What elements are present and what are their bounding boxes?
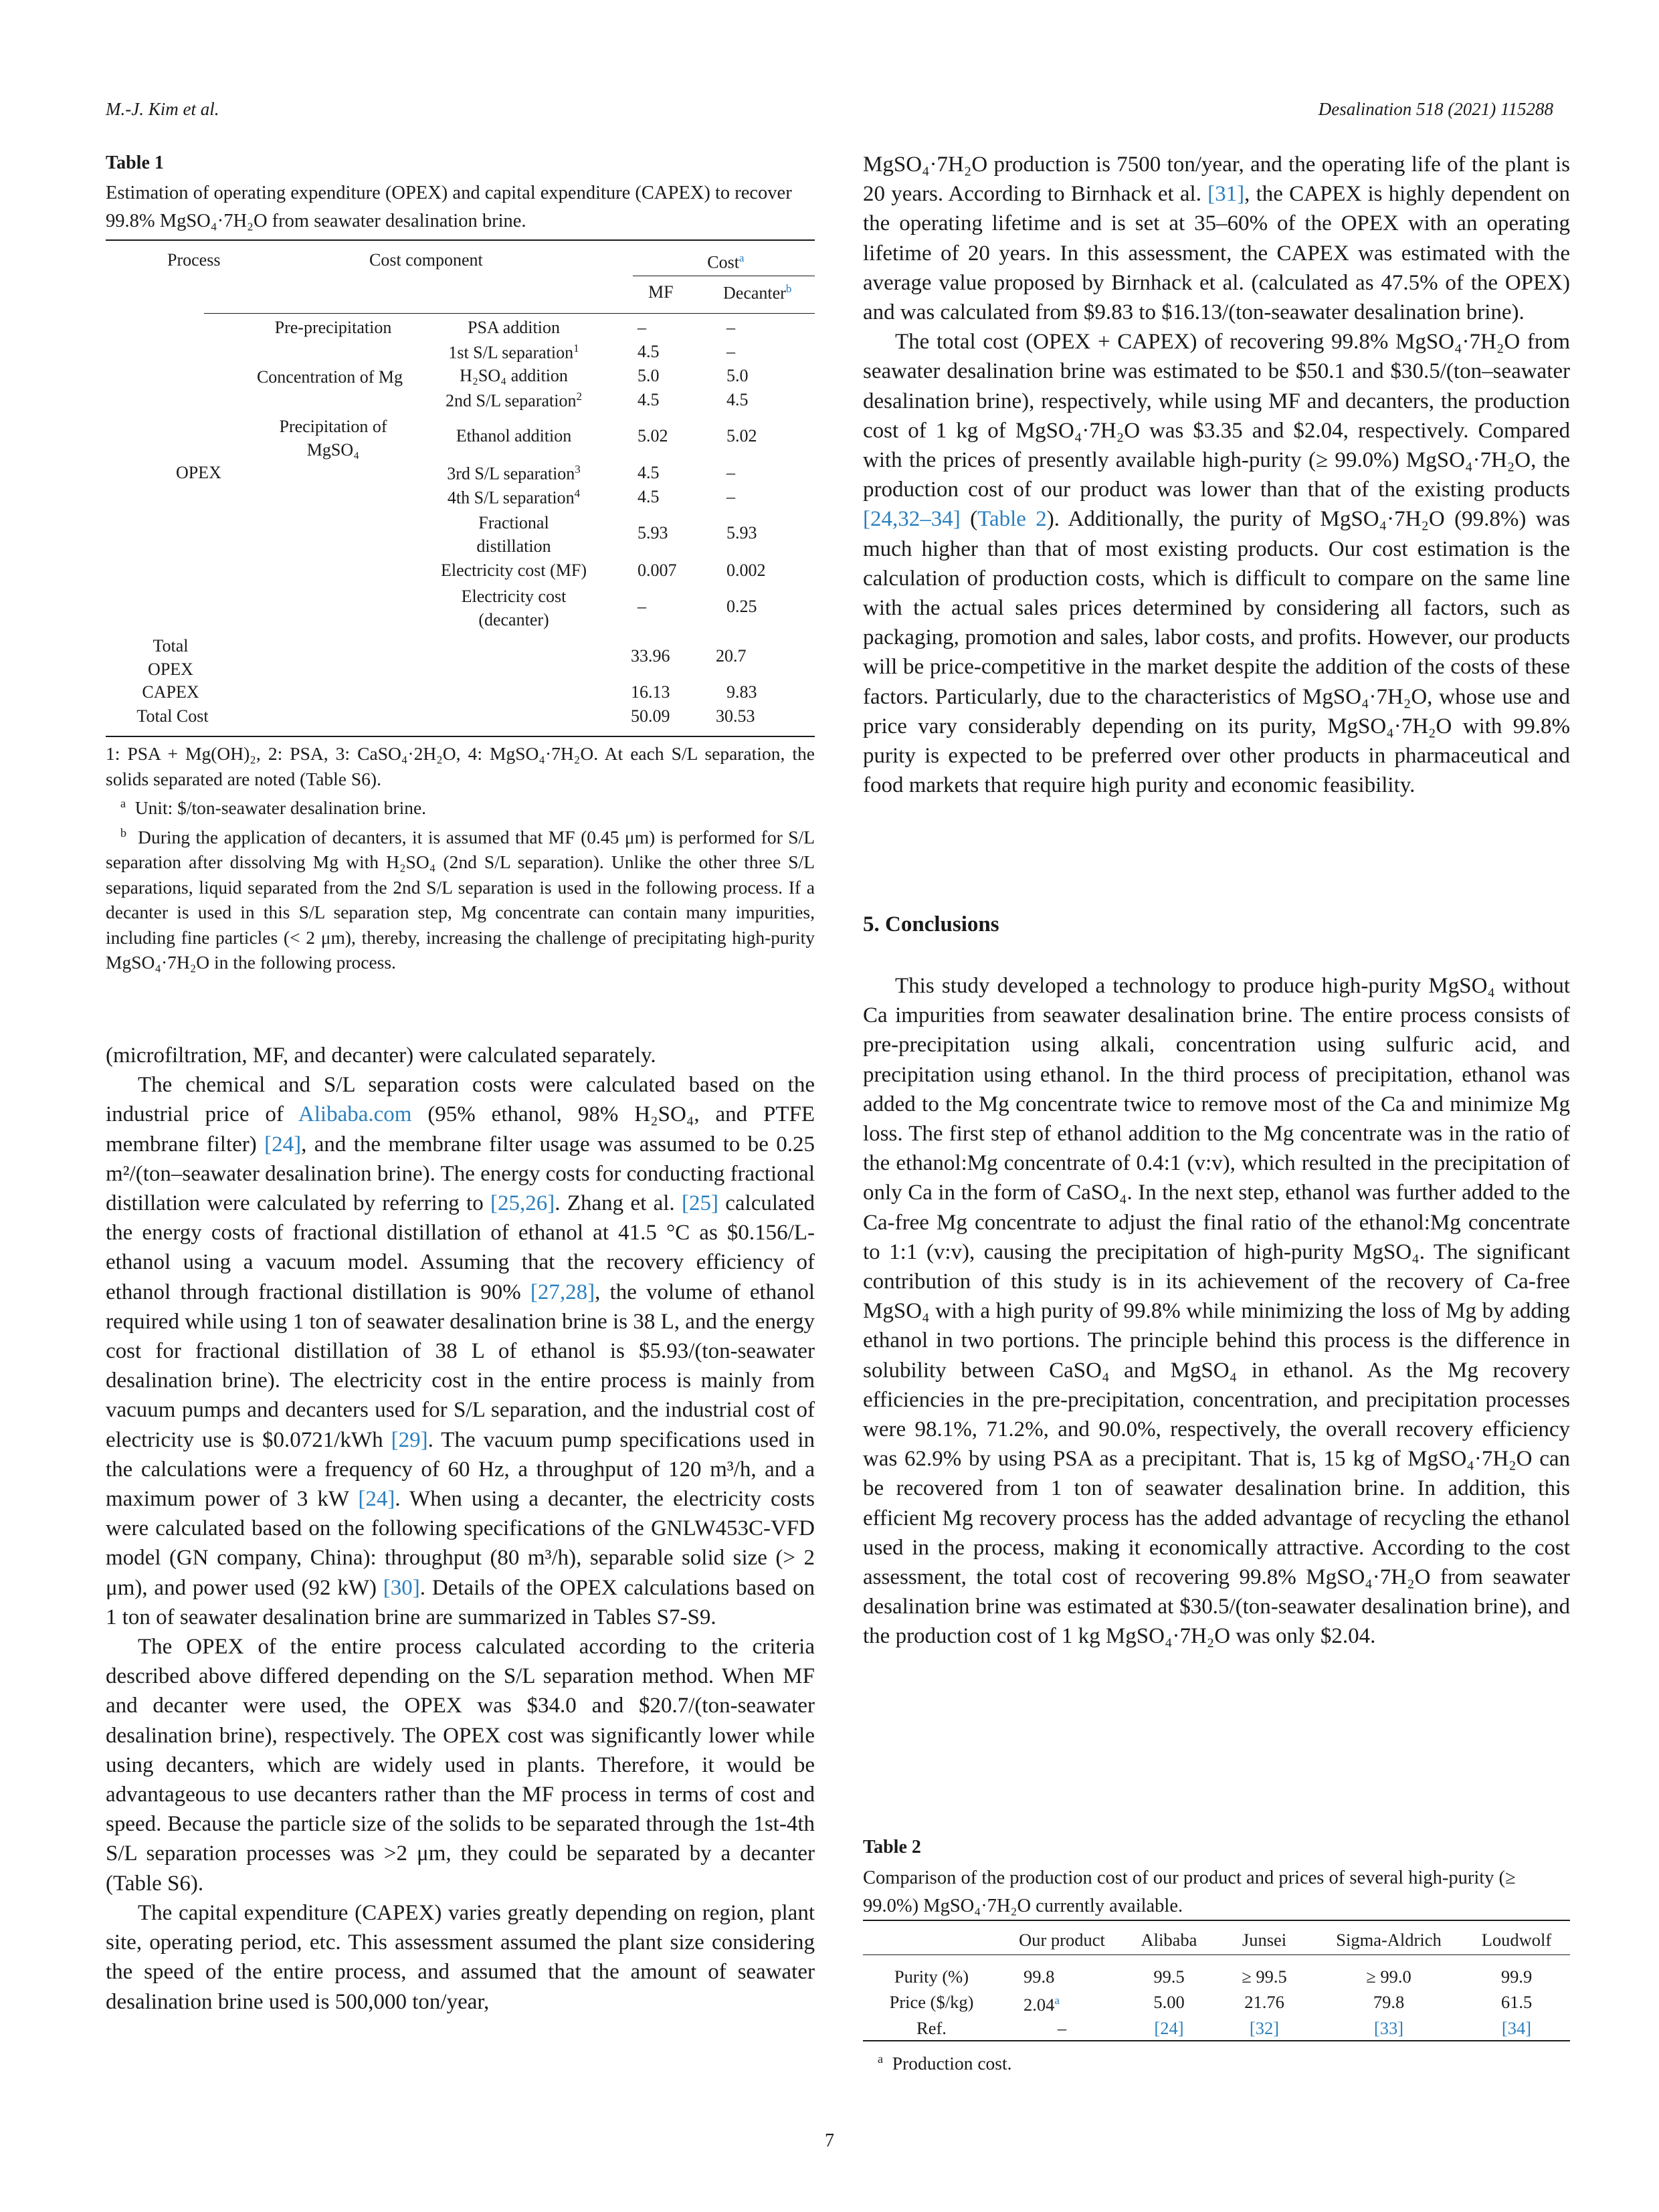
t1-total-label: CAPEX [142, 682, 199, 702]
t1-total-decanter: 30.53 [716, 706, 755, 726]
ref-link[interactable]: [25,26] [490, 1191, 555, 1216]
t1-row-decanter: 0.25 [726, 597, 757, 616]
t1-col-mf: MF [648, 282, 674, 302]
alibaba-link[interactable]: Alibaba.com [298, 1102, 412, 1127]
t1-opex-label: OPEX [176, 463, 221, 482]
table2-top-rule [863, 1920, 1570, 1921]
t1-row-mf: 5.02 [638, 426, 668, 445]
table1-header-rule [204, 313, 815, 314]
left-body [106, 1041, 815, 2017]
t1-row-decanter: – [726, 487, 735, 506]
t1-footnote-b: $^b$ During the application of decanters, it is assumed that MF (0.45 μm) is performed for S/L separation after dissolving Mg with H₂SO₄ (2nd S/L separation). Unlike the other three S/L separations, liquid separated from the 2nd S/L separation is used in the following process. If a decanter is used in this S/L separation step, Mg concentrate can contain many impurities, including fine particles (< 2 μm), thereby, increasing the challenge of precipitating high-purity MgSO₄·7H₂O in the following process. [106, 825, 815, 973]
t1-row-component: H₂SO₄ addition [460, 366, 568, 385]
left-para-0: (microfiltration, MF, and decanter) were calculated separately. [106, 1043, 656, 1068]
t1-row-mf: – [638, 597, 646, 616]
t1-col-cost-component: Cost component [369, 250, 483, 270]
t2-col: Sigma-Aldrich [1336, 1929, 1442, 1950]
t1-row-decanter: – [726, 463, 735, 482]
t1-row-component: 2nd S/L separation$^2$ [446, 390, 582, 411]
t2-ref-link[interactable]: [32] [1249, 2017, 1280, 2038]
t1-total-decanter: 9.83 [726, 682, 757, 702]
t2-cell: – [1057, 2017, 1067, 2038]
t2-col: Our product [1019, 1929, 1105, 1950]
t2-cell: 79.8 [1373, 1992, 1405, 2013]
table2 [863, 1924, 1570, 2040]
t1-col-cost: Cost$^a$ [707, 251, 745, 272]
t1-row-mf: 0.007 [638, 561, 677, 580]
t2-cell: ≥ 99.0 [1366, 1967, 1411, 1987]
t1-row-decanter: – [726, 318, 735, 337]
t1-total-mf: 50.09 [631, 706, 670, 726]
t1-row-mf: – [638, 318, 646, 337]
t1-row-mf: 4.5 [638, 390, 660, 409]
ref-link[interactable]: [24] [264, 1132, 302, 1157]
ref-link[interactable]: [29] [391, 1427, 428, 1452]
table1 [106, 243, 815, 277]
conclusion-body [863, 971, 1570, 1651]
table2-header-row [863, 1924, 1570, 1956]
table2-bottom-rule [863, 2040, 1570, 2041]
t2-cell: 99.9 [1500, 1967, 1533, 1987]
t1-col-decanter: Decanter$^b$ [723, 282, 792, 303]
t2-cell: 99.5 [1153, 1967, 1185, 1987]
t2-ref-link[interactable]: [33] [1373, 2017, 1404, 2038]
t2-row-label: Ref. [916, 2017, 947, 2038]
t1-row-component: 1st S/L separation$^1$ [448, 342, 579, 363]
right-body [863, 150, 1570, 800]
ref-link[interactable]: [24] [358, 1487, 395, 1512]
t2-cell: 2.04$^a$ [1023, 1994, 1060, 2015]
ref-link[interactable]: [25] [681, 1191, 718, 1216]
ref-link[interactable]: [31] [1207, 182, 1245, 207]
t1-row-mf: 4.5 [638, 487, 660, 506]
table2-label: Table 2 [863, 1837, 921, 1857]
t1-col-process: Process [167, 250, 221, 270]
ref-link[interactable]: [24,32–34] [863, 507, 961, 532]
table2-caption: Comparison of the production cost of our product and prices of several high-purity (≥ 99.0%) MgSO₄·7H₂O currently available. [863, 1868, 1516, 1916]
t1-row-component: Electricity cost (MF) [440, 561, 587, 580]
t1-row-decanter: 0.002 [726, 561, 766, 580]
t1-row-decanter: 5.93 [726, 523, 757, 542]
t1-row-component: Electricity cost (decanter) [461, 587, 567, 629]
left-para-2: The OPEX of the entire process calculated according to the criteria described above differed depending on the S/L separation method. When MF and decanter were used, the OPEX was $34.0 and $20.7/(ton-seawater desalination brine), respectively. The OPEX cost was significantly lower while using decanters, which are widely used in plants. Therefore, it would be advantageous to use decanters rather than the MF process in terms of cost and speed. Because the particle size of the solids to be separated through the 1st-4th S/L separation processes was >2 μm, they could be separated by a decanter (Table S6). [106, 1635, 815, 1896]
t1-row-decanter: – [726, 342, 735, 361]
table1-footnotes [106, 741, 815, 975]
right-para-1: MgSO₄·7H₂O production is 7500 ton/year, and the operating life of the plant is 20 years. According to Birnhack et al. [31], the CAPEX is highly dependent on the operating lifetime and is set at 35–60% of the OPEX with an operating lifetime of 20 years. In this assessment, the CAPEX was estimated with the average value proposed by Birnhack et al. (calculated as 47.5% of the OPEX) and was calculated from $9.83 to $16.13/(ton-seawater desalination brine). [863, 153, 1570, 325]
table2-header-rule [863, 1954, 1570, 1955]
t2-cell: ≥ 99.5 [1242, 1967, 1287, 1987]
table2-row [863, 2017, 1570, 2040]
t2-cell: 21.76 [1244, 1992, 1284, 2013]
t2-cell: 99.8 [1023, 1967, 1055, 1987]
t1-row-decanter: 5.0 [726, 366, 749, 385]
running-header-authors: M.-J. Kim et al. [106, 99, 219, 119]
t1-total-label: Total Cost [136, 706, 209, 726]
t1-row-component: PSA addition [468, 318, 560, 337]
t1-row-mf: 4.5 [638, 342, 660, 361]
table2-row [863, 1965, 1570, 1989]
ref-link[interactable]: [27,28] [530, 1280, 595, 1304]
t2-row-label: Price ($/kg) [889, 1992, 974, 2013]
t2-ref-link[interactable]: [34] [1501, 2017, 1532, 2038]
t2-row-label: Purity (%) [894, 1967, 969, 1987]
left-para-1: The chemical and S/L separation costs were calculated based on the industrial price of Alibaba.com (95% ethanol, 98% H₂SO₄, and PTFE membrane filter) [24], and the membrane filter usage was assumed to be 0.25 m²/(ton–seawater desalination brine). The energy costs for conducting fractional distillation were calculated by referring to [25,26]. Zhang et al. [25] calculated the energy costs of fractional distillation of ethanol at 41.5 °C as $0.156/L-ethanol using a vacuum model. Assuming that the recovery efficiency of ethanol through fractional distillation is 90% [27,28], the volume of ethanol required while using 1 ton of seawater desalination brine is 38 L, and the energy cost for fractional distillation of 38 L of ethanol is $5.93/(ton-seawater desalination brine). The electricity cost in the entire process is mainly from vacuum pumps and decanters used for S/L separation, and the industrial cost of electricity use is $0.0721/kWh [29]. The vacuum pump specifications used in the calculations were a frequency of 60 Hz, a throughput of 120 m³/h, and a maximum power of 3 kW [24]. When using a decanter, the electricity costs were calculated based on the following specifications of the GNLW453C-VFD model (GN company, China): throughput (80 m³/h), separable solid size (> 2 μm), and power used (92 kW) [30]. Details of the OPEX calculations based on 1 ton of seawater desalination brine are summarized in Tables S7-S9. [106, 1073, 815, 1629]
table1-label: Table 1 [106, 153, 164, 173]
t1-row-mf: 5.0 [638, 366, 660, 385]
table2-link[interactable]: Table 2 [977, 507, 1047, 532]
t2-col: Alibaba [1141, 1929, 1197, 1950]
table1-top-rule [106, 239, 815, 241]
table2-footnote: $^a$ Production cost. [878, 2052, 1012, 2074]
t1-row-mf: 4.5 [638, 463, 660, 482]
t1-process-concentration: Concentration of Mg [256, 367, 403, 387]
right-para-2: The total cost (OPEX + CAPEX) of recovering 99.8% MgSO₄·7H₂O from seawater desalination brine was estimated to be $50.1 and $30.5/(ton–seawater desalination brine), respectively, while using MF and decanters, the production cost of 1 kg of MgSO₄·7H₂O was $3.35 and $2.04, respectively. Compared with the prices of presently available high-purity (≥ 99.0%) MgSO₄·7H₂O, the production cost of our product was lower than that of the existing products [24,32–34] (Table 2). Additionally, the purity of MgSO₄·7H₂O (99.8%) was much higher than that of most existing products. Our cost estimation is the calculation of production costs, which is difficult to compare on the same line with the actual sales prices determined by considering all factors, such as packaging, promotion and sales, labor costs, and profits. However, our products will be price-competitive in the market despite the addition of the costs of these factors. Particularly, due to the characteristics of MgSO₄·7H₂O, whose use and price vary considerably depending on its purity, MgSO₄·7H₂O with 99.8% purity is expected to be preferred over other products in pharmaceutical and food markets that require high purity and economic feasibility. [863, 330, 1570, 798]
running-header-journal: Desalination 518 (2021) 115288 [1318, 99, 1553, 119]
t1-row-component: 4th S/L separation$^4$ [447, 487, 581, 508]
t2-ref-link[interactable]: [24] [1154, 2017, 1184, 2038]
t1-footnote-a: $^a$ Unit: $/ton-seawater desalination brine. [120, 797, 427, 819]
t2-col: Junsei [1242, 1929, 1287, 1950]
t1-total-mf: 33.96 [631, 646, 670, 666]
t1-row-component: Fractional distillation [476, 513, 551, 556]
t1-process-precipitation: Precipitation of MgSO₄ [279, 417, 387, 460]
t1-process-pre-precipitation: Pre-precipitation [274, 318, 392, 337]
t2-col: Loudwolf [1481, 1929, 1552, 1950]
t1-total-decanter: 20.7 [716, 646, 747, 666]
t1-row-decanter: 4.5 [726, 390, 749, 409]
table1-bottom-rule [106, 736, 815, 737]
table1-caption: Estimation of operating expenditure (OPEX) and capital expenditure (CAPEX) to recover 99.8% MgSO₄·7H₂O from seawater desalination brine. [106, 183, 792, 231]
t1-total-mf: 16.13 [631, 682, 670, 702]
t2-cell: 61.5 [1500, 1992, 1533, 2013]
t1-row-component: 3rd S/L separation$^3$ [447, 463, 581, 484]
t1-row-decanter: 5.02 [726, 426, 757, 445]
conclusion-para: This study developed a technology to produce high-purity MgSO₄ without Ca impurities from seawater desalination brine. The entire process consists of pre-precipitation using alkali, concentration using sulfuric acid, and precipitation using ethanol. In the third process of precipitation, ethanol was added to the Mg concentrate twice to remove most of the Ca and minimize Mg loss. The first step of ethanol addition to the Mg concentrate was in the ratio of the ethanol:Mg concentrate of 0.4:1 (v:v), which resulted in the precipitation of only Ca in the form of CaSO₄. In the next step, ethanol was further added to the Ca-free Mg concentrate to adjust the final ratio of the ethanol:Mg concentrate to 1:1 (v:v), causing the precipitation of high-purity MgSO₄. The significant contribution of this study is in its achievement of the recovery of Ca-free MgSO₄ with a high purity of 99.8% while minimizing the loss of Mg by adding ethanol in two portions. The principle behind this process is the difference in solubility between CaSO₄ and MgSO₄ in ethanol. As the Mg recovery efficiencies in the pre-precipitation, concentration, and precipitation processes were 98.1%, 71.2%, and 90.0%, respectively, the overall recovery efficiency was 62.9% by using PSA as a precipitant. That is, 15 kg of MgSO₄·7H₂O can be recovered from 1 ton of seawater desalination brine. In addition, this efficient Mg recovery process has the added advantage of recycling the ethanol used in the process, making it economically attractive. According to the cost assessment, the total cost of recovering 99.8% MgSO₄·7H₂O from seawater desalination brine was estimated at $30.5/(ton-seawater desalination brine), and the production cost of 1 kg MgSO₄·7H₂O was only $2.04. [863, 974, 1570, 1649]
t1-footnote-numbered: 1: PSA + Mg(OH)₂, 2: PSA, 3: CaSO₄·2H₂O, 4: MgSO₄·7H₂O. At each S/L separation, the solids separated are noted (Table S6). [106, 743, 815, 789]
t1-total-label: Total OPEX [148, 636, 193, 679]
left-para-3: The capital expenditure (CAPEX) varies greatly depending on region, plant site, operating period, etc. This assessment assumed the plant size considering the speed of the entire process, and assumed that the amount of seawater desalination brine used is 500,000 ton/year, [106, 1900, 815, 2014]
table2-row [863, 1989, 1570, 2017]
t2-cell: 5.00 [1153, 1992, 1185, 2013]
t1-row-component: Ethanol addition [456, 426, 572, 445]
t1-row-mf: 5.93 [638, 523, 668, 542]
section-5-title: 5. Conclusions [863, 912, 999, 936]
page-number: 7 [825, 2130, 834, 2151]
ref-link[interactable]: [30] [383, 1575, 420, 1600]
